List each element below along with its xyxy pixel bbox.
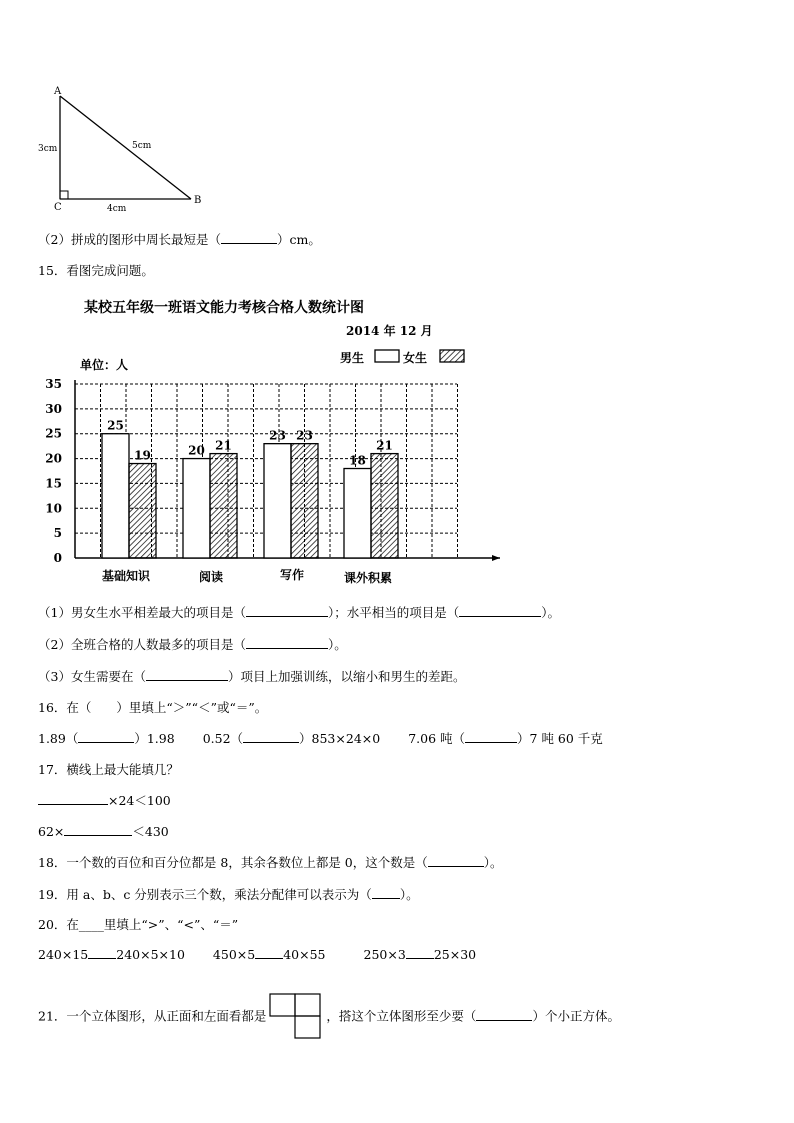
side-ab-label: 5cm bbox=[132, 141, 152, 151]
bar-value-label: 21 bbox=[215, 438, 232, 453]
legend-swatch bbox=[440, 350, 464, 362]
y-tick-label: 20 bbox=[45, 451, 62, 466]
chart-title: 某校五年级一班语文能力考核合格人数统计图 bbox=[84, 300, 364, 316]
vertex-a-label: A bbox=[54, 86, 62, 97]
bar-value-label: 20 bbox=[188, 443, 205, 458]
y-tick-label: 25 bbox=[45, 426, 62, 441]
vertex-b-label: B bbox=[194, 195, 202, 206]
q17-line1: ×24＜100 bbox=[38, 791, 171, 809]
bar-chart bbox=[0, 330, 520, 592]
answer-blank[interactable] bbox=[428, 854, 484, 867]
q15-part3: （3）女生需要在（ ）项目上加强训练，以缩小和男生的差距。 bbox=[38, 669, 466, 684]
q17-title: 17．横线上最大能填几？ bbox=[38, 762, 179, 777]
bar-value-label: 23 bbox=[296, 428, 313, 443]
y-tick-label: 30 bbox=[45, 401, 62, 416]
answer-blank[interactable] bbox=[372, 886, 400, 899]
answer-blank[interactable] bbox=[64, 823, 132, 836]
y-tick-label: 10 bbox=[45, 501, 62, 516]
answer-blank[interactable] bbox=[146, 668, 228, 681]
legend-swatch bbox=[375, 350, 399, 362]
answer-blank[interactable] bbox=[476, 1008, 532, 1021]
bar-girls bbox=[291, 444, 318, 558]
q21: 21．一个立体图形，从正面和左面看都是 ，搭这个立体图形至少要（ ）个小正方体。 bbox=[38, 993, 620, 1041]
answer-blank[interactable] bbox=[38, 792, 108, 805]
q18: 18．一个数的百位和百分位都是 8，其余各数位上都是 0，这个数是（ ）。 bbox=[38, 855, 503, 870]
q15-part1: （1）男女生水平相差最大的项目是（ ）；水平相当的项目是（ ）。 bbox=[38, 605, 560, 620]
answer-blank[interactable] bbox=[78, 730, 134, 743]
q15-title: 15．看图完成问题。 bbox=[38, 263, 154, 278]
answer-blank[interactable] bbox=[243, 730, 299, 743]
triangle-figure bbox=[30, 82, 220, 217]
chart-unit-label: 单位：人 bbox=[80, 358, 129, 372]
x-axis-arrow bbox=[492, 555, 500, 561]
category-label: 阅读 bbox=[198, 570, 224, 584]
answer-blank[interactable] bbox=[255, 946, 283, 959]
legend-label: 男生 bbox=[340, 351, 365, 365]
answer-blank[interactable] bbox=[465, 730, 517, 743]
chart-subtitle: 2014 年 12 月 bbox=[346, 324, 433, 338]
category-label: 基础知识 bbox=[101, 569, 151, 583]
q19: 19．用 a、b、c 分别表示三个数，乘法分配律可以表示为（ ）。 bbox=[38, 887, 419, 902]
y-tick-label: 15 bbox=[45, 476, 62, 491]
answer-blank[interactable] bbox=[246, 636, 328, 649]
y-tick-label: 5 bbox=[53, 526, 62, 541]
bar-girls bbox=[371, 454, 398, 558]
y-tick-label: 35 bbox=[45, 377, 62, 391]
q20-items: 240×15 240×5×10 450×5 40×55 250×3 25×30 bbox=[38, 947, 477, 962]
vertex-c-label: C bbox=[54, 202, 62, 213]
bar-girls bbox=[129, 464, 156, 558]
q14-part2: （2）拼成的图形中周长最短是（ ）cm。 bbox=[38, 232, 321, 247]
bar-boys bbox=[183, 459, 210, 558]
bar-boys bbox=[344, 469, 371, 558]
answer-blank[interactable] bbox=[459, 604, 541, 617]
y-tick-label: 0 bbox=[53, 551, 62, 565]
bar-value-label: 19 bbox=[134, 448, 151, 463]
category-label: 写作 bbox=[279, 568, 305, 582]
category-label: 课外积累 bbox=[343, 571, 393, 585]
side-cb-label: 4cm bbox=[107, 204, 127, 214]
answer-blank[interactable] bbox=[406, 946, 434, 959]
q16-items: 1.89（ ）1.98 0.52（ ）853×24×0 7.06 吨（ ）7 吨 60 千克 bbox=[38, 731, 603, 746]
side-ac-label: 3cm bbox=[38, 144, 58, 154]
q20-title: 20．在____里填上“>”、“<”、“＝” bbox=[38, 917, 239, 932]
q17-line2: 62× ＜430 bbox=[38, 824, 169, 839]
answer-blank[interactable] bbox=[88, 946, 116, 959]
bar-boys bbox=[102, 434, 129, 558]
bar-value-label: 23 bbox=[269, 428, 286, 443]
legend-label: 女生 bbox=[403, 351, 428, 365]
bar-value-label: 18 bbox=[349, 453, 366, 468]
bar-boys bbox=[264, 444, 291, 558]
bar-girls bbox=[210, 454, 237, 558]
bar-value-label: 21 bbox=[376, 438, 393, 453]
bar-value-label: 25 bbox=[107, 418, 124, 433]
answer-blank[interactable] bbox=[246, 604, 328, 617]
view-shape-figure bbox=[269, 993, 323, 1041]
q15-part2: （2）全班合格的人数最多的项目是（ ）。 bbox=[38, 637, 347, 652]
q16-title: 16．在（ ）里填上“＞”“＜”或“＝”。 bbox=[38, 700, 268, 715]
answer-blank[interactable] bbox=[221, 231, 277, 244]
